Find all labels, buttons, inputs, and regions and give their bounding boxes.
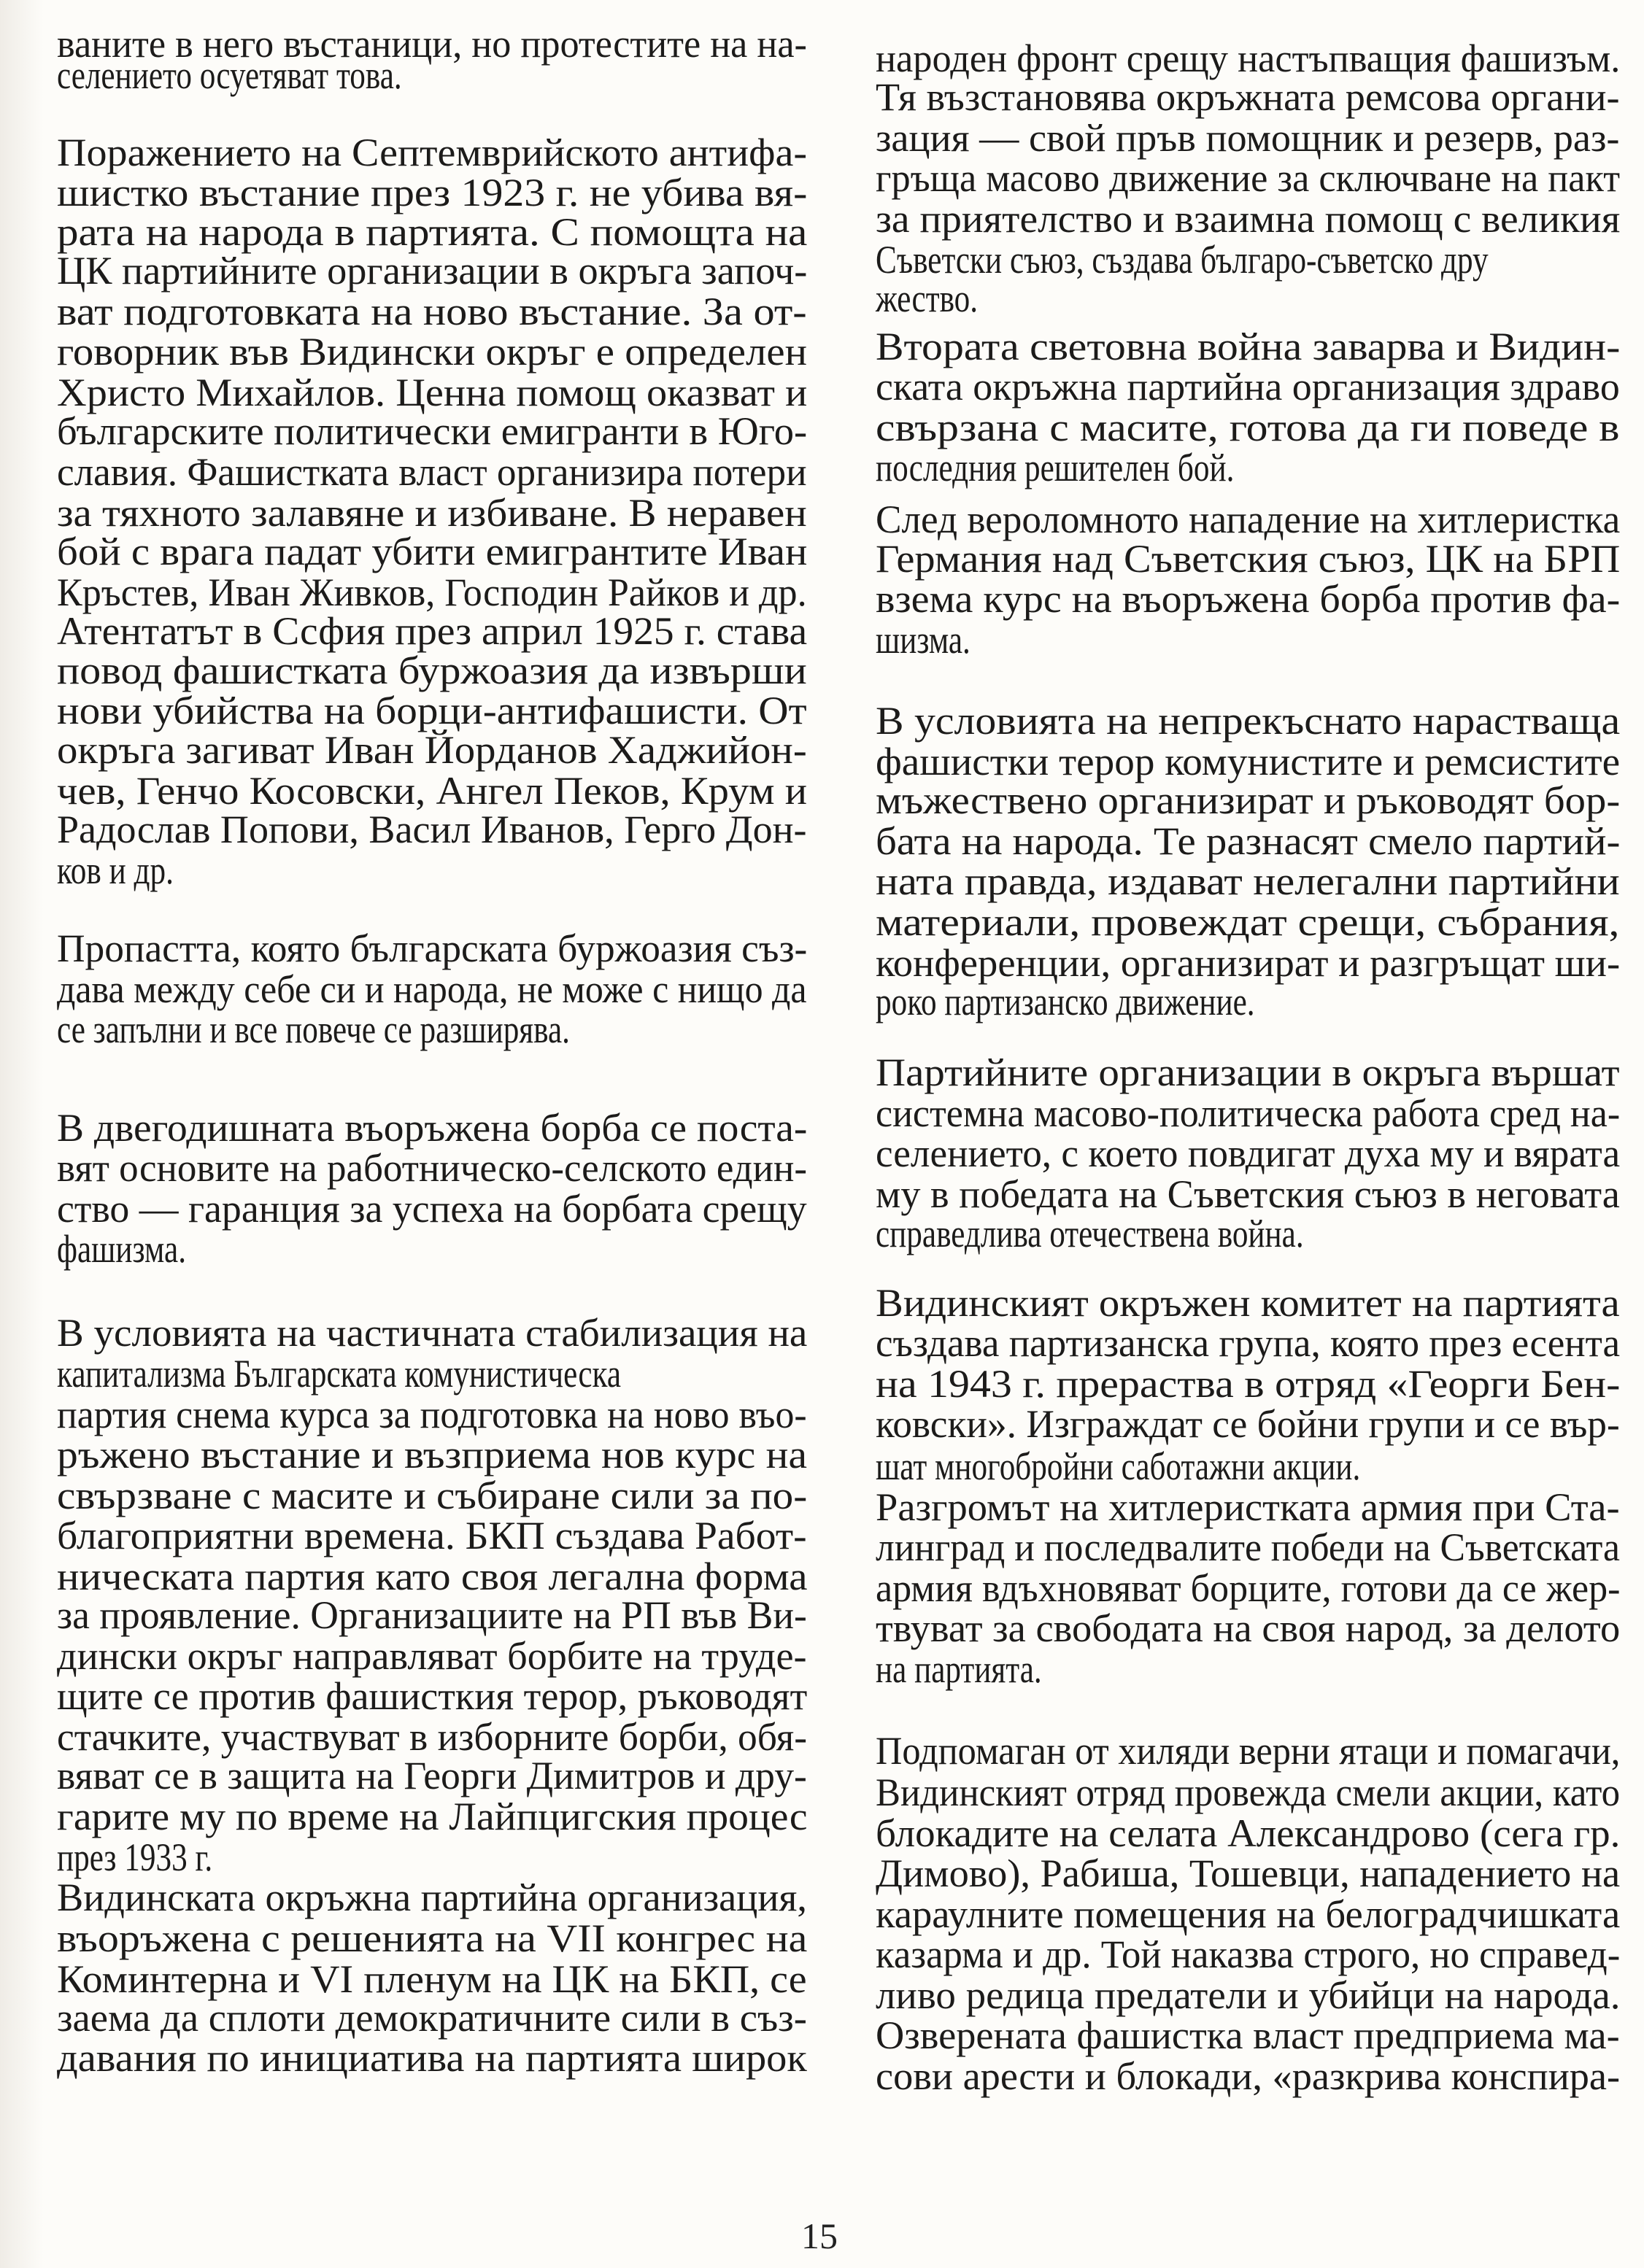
text-line: В условията на частичната стабилизация на	[57, 1311, 808, 1355]
text-line: чев, Генчо Косовски, Ангел Пеков, Крум и	[57, 769, 808, 813]
text-line: материали, провеждат срещи, събрания,	[876, 900, 1620, 944]
text-line: гръща масово движение за сключване на пакт	[876, 156, 1621, 200]
text-line: В двегодишната въоръжена борба се поста-	[57, 1106, 808, 1150]
text-line: шизма.	[876, 618, 970, 662]
text-line: Коминтерна и VI пленум на ЦК на БКП, се	[57, 1957, 807, 2001]
text-line: партия снема курса за подготовка на ново въо-	[57, 1393, 807, 1436]
text-line: Озверената фашистка власт предприема ма-	[876, 2013, 1620, 2057]
text-line: жество.	[876, 276, 979, 320]
text-line: фашизма.	[57, 1227, 187, 1271]
text-line: Видинската окръжна партийна организация,	[57, 1876, 807, 1919]
text-line: фашистки терор комунистите и ремсистите	[876, 740, 1621, 783]
text-line: капитализма Българската комунистическа	[57, 1352, 622, 1396]
text-line: създава партизанска група, която през есента	[876, 1321, 1621, 1365]
text-line: окръга загиват Иван Йорданов Хаджийон-	[57, 728, 807, 772]
text-line: блокадите на селата Александрово (сега гр.	[876, 1811, 1621, 1855]
text-line: повод фашистката буржоазия да извърши	[57, 649, 807, 692]
text-line: дински окръг направляват борбите на труде-	[57, 1634, 807, 1678]
text-line: вяват се в защита на Георги Димитров и дру-	[57, 1754, 807, 1797]
text-line: ваните в него въстаници, но протестите на на-	[57, 22, 807, 66]
text-line: справедлива отечествена война.	[876, 1212, 1304, 1255]
text-line: славия. Фашистката власт организира потери	[57, 450, 807, 494]
text-line: Втората световна война заварва и Видин-	[876, 325, 1621, 368]
text-line: Димово), Рабиша, Тошевци, нападението на	[876, 1851, 1621, 1895]
text-line: ръжено въстание и възприема нов курс на	[57, 1433, 807, 1476]
text-line: дава между себе си и народа, не може с нищо да	[57, 967, 807, 1011]
text-line: заема да сплоти демократичните сили в съз-	[57, 1996, 807, 2040]
text-line: караулните помещения на белоградчишката	[876, 1892, 1621, 1936]
text-line: линград и последвалите победи на Съветската	[876, 1525, 1620, 1569]
text-line: казарма и др. Той наказва строго, но справед-	[876, 1932, 1621, 1976]
text-line: щите се против фашисткия терор, ръководят	[57, 1674, 808, 1718]
page-number: 15	[801, 2215, 838, 2256]
text-line: Разгромът на хитлеристката армия при Ста-	[876, 1485, 1620, 1529]
text-line: Подпомаган от хиляди верни ятаци и помагачи,	[876, 1729, 1621, 1773]
text-line: ската окръжна партийна организация здраво	[876, 365, 1620, 409]
text-line: въоръжена с решенията на VII конгрес на	[57, 1916, 808, 1960]
text-line: системна масово-политическа работа сред на-	[876, 1091, 1621, 1135]
text-line: сови арести и блокади, «разкрива конспира-	[876, 2054, 1621, 2098]
text-line: зация — свой пръв помощник и резерв, раз-	[876, 116, 1620, 160]
text-line: последния решителен бой.	[876, 446, 1235, 489]
text-line: Съветски съюз, създава българо-съветско дру	[876, 238, 1489, 282]
text-line: ЦК партийните организации в окръга започ-	[57, 249, 808, 293]
text-line: ническата партия като своя легална форма	[57, 1555, 808, 1598]
text-line: народен фронт срещу настъпващия фашизъм.	[876, 36, 1621, 80]
text-line: бата на народа. Те разнасят смело партий-	[876, 819, 1621, 863]
text-line: гарите му по време на Лайпцигския процес	[57, 1795, 808, 1838]
text-line: на партията.	[876, 1647, 1042, 1691]
scan-edge-shadow	[0, 0, 44, 2268]
text-line: ват подготовката на ново въстание. За от-	[57, 290, 807, 333]
text-line: ство — гаранция за успеха на борбата срещу	[57, 1187, 807, 1231]
text-line: Видинският отряд провежда смели акции, като	[876, 1770, 1621, 1814]
text-line: мъжествено организират и ръководят бор-	[876, 778, 1621, 822]
text-line: ковски». Изграждат се бойни групи и се вър-	[876, 1402, 1620, 1446]
text-line: Пропастта, която българската буржоазия съз-	[57, 926, 808, 970]
text-line: армия вдъхновяват борците, готови да се жер-	[876, 1566, 1621, 1610]
text-line: селението осуетяват това.	[57, 53, 402, 97]
text-line: рата на народа в партията. С помощта на	[57, 210, 808, 254]
text-line: селението, с което повдигат духа му и вярата	[876, 1131, 1621, 1175]
text-line: шат многобройни саботажни акции.	[876, 1444, 1361, 1488]
text-line: през 1933 г.	[57, 1835, 213, 1879]
text-line: нови убийства на борци-антифашисти. От	[57, 689, 807, 732]
text-line: ливо редица предатели и убийци на народа.	[876, 1973, 1621, 2017]
text-line: свързване с масите и събиране сили за по-	[57, 1474, 808, 1517]
text-line: свързана с масите, готова да ги поведе в	[876, 406, 1620, 449]
text-line: Видинският окръжен комитет на партията	[876, 1281, 1620, 1325]
text-line: Германия над Съветския съюз, ЦК на БРП	[876, 537, 1621, 581]
text-line: Кръстев, Иван Живков, Господин Райков и др.	[57, 570, 807, 614]
text-line: твуват за свободата на своя народ, за делото	[876, 1606, 1621, 1650]
text-line: В условията на непрекъснато нарастваща	[876, 699, 1621, 743]
text-line: конференции, организират и разгръщат ши-	[876, 941, 1621, 985]
text-line: взема курс на въоръжена борба против фа-	[876, 577, 1621, 621]
text-line: българските политически емигранти в Юго-	[57, 409, 808, 453]
text-line: Партийните организации в окръга вършат	[876, 1050, 1620, 1094]
text-line: Тя възстановява окръжната ремсова органи-	[876, 75, 1620, 119]
text-line: След вероломното нападение на хитлеристка	[876, 498, 1621, 541]
text-line: давания по инициатива на партията широк	[57, 2036, 807, 2080]
text-line: бой с врага падат убити емигрантите Иван	[57, 530, 808, 573]
text-line: на 1943 г. прераства в отряд «Георги Бен-	[876, 1362, 1621, 1406]
text-line: му в победата на Съветския съюз в неговата	[876, 1172, 1620, 1216]
text-line: за тяхното залавяне и избиване. В неравен	[57, 491, 807, 535]
text-line: за проявление. Организациите на РП във Ви-	[57, 1593, 807, 1637]
text-line: Атентатът в Ссфия през април 1925 г. става	[57, 609, 808, 653]
text-line: роко партизанско движение.	[876, 980, 1255, 1023]
text-line: Христо Михайлов. Ценна помощ оказват и	[57, 371, 808, 414]
text-line: се запълни и все повече се разширява.	[57, 1007, 570, 1051]
text-line: за приятелство и взаимна помощ с великия	[876, 197, 1621, 241]
text-line: ната правда, издават нелегални партийни	[876, 859, 1620, 903]
text-line: стачките, участвуват в изборните борби, обя-	[57, 1715, 808, 1759]
text-line: шистко въстание през 1923 г. не убива вя-	[57, 171, 808, 214]
text-line: Радослав Попови, Васил Иванов, Герго Дон-	[57, 808, 807, 851]
text-line: благоприятни времена. БКП създава Работ-	[57, 1514, 807, 1557]
text-line: говорник във Видински окръг е определен	[57, 330, 808, 374]
text-line: Поражението на Септемврийското антифа-	[57, 131, 808, 174]
text-line: ков и др.	[57, 848, 174, 892]
text-line: вят основите на работническо-селското един-	[57, 1146, 808, 1190]
